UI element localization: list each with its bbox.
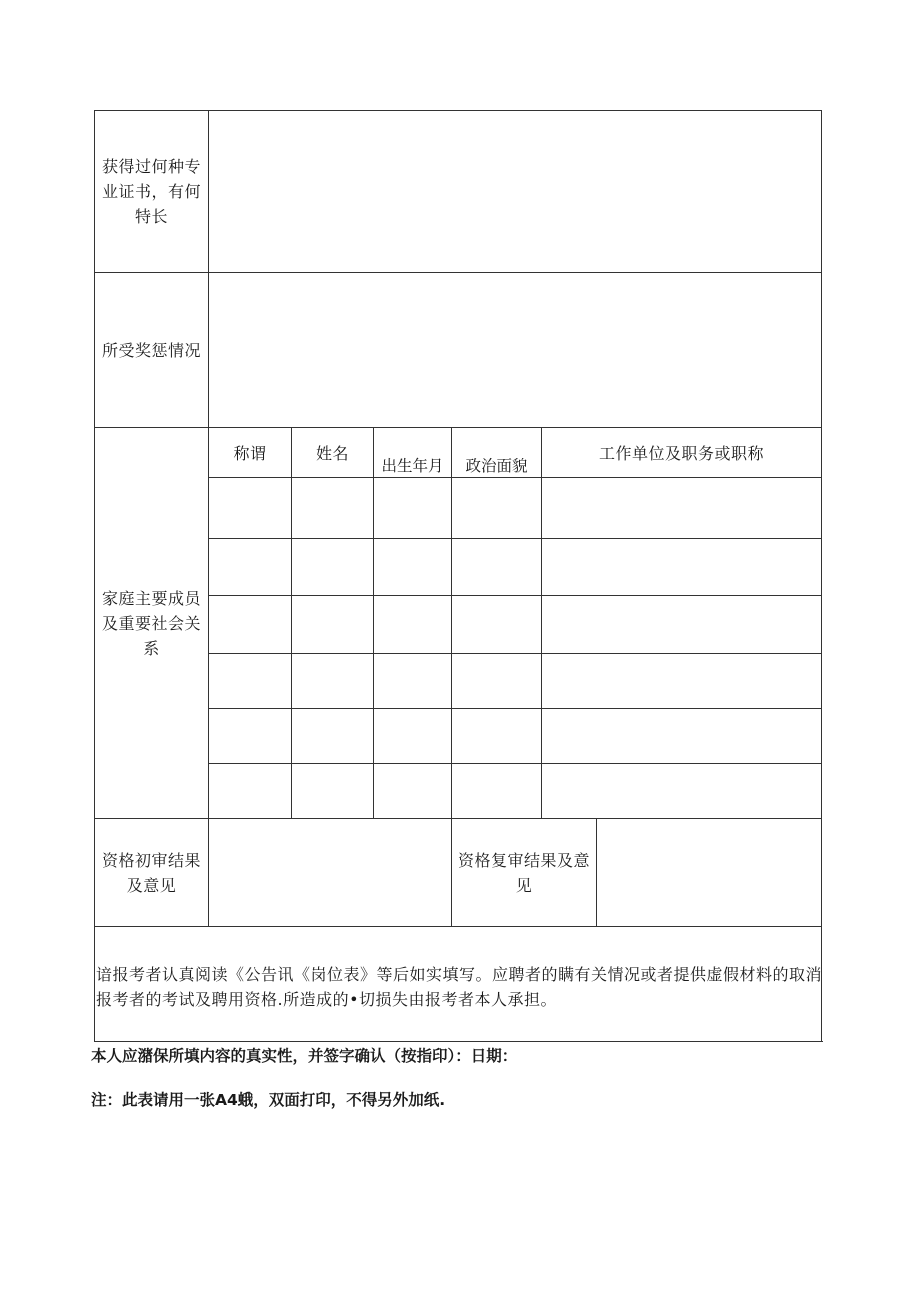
family-header-workplace: 工作单位及职务或职称	[598, 443, 764, 463]
certificates-input[interactable]	[209, 111, 821, 272]
col-rule-right	[821, 110, 822, 1042]
family-header-political: 政治面貌	[465, 456, 528, 475]
family-header-relation: 称谓	[233, 443, 267, 463]
family-row-6[interactable]	[209, 764, 821, 818]
awards-input[interactable]	[209, 273, 821, 427]
family-row-4[interactable]	[209, 654, 821, 708]
awards-label: 所受奖惩情况	[101, 340, 201, 360]
family-label: 家庭主要成员及重要社会关系	[101, 588, 201, 658]
pledge-line: 本人应潴保所填内容的真实性，并签字确认（按指印）：日期：	[91, 1047, 518, 1065]
family-row-5[interactable]	[209, 709, 821, 763]
row-rule-bottom	[94, 1041, 823, 1042]
initial-review-label: 资格初审结果及意见	[101, 850, 201, 895]
family-row-1[interactable]	[209, 478, 821, 538]
family-header-birth: 出生年月	[381, 456, 444, 475]
family-row-2[interactable]	[209, 539, 821, 595]
row-rule-review-bottom	[94, 926, 822, 927]
family-header-name: 姓名	[315, 443, 349, 463]
notice-text: 谙报考者认真阅读《公告讯《岗位表》等后如实填写。应聘者的瞒有关情况或者提供虚假材料的取消报考者的考试及聘用资格.所造成的•切损失由报考者本人承担。	[96, 965, 823, 1009]
second-review-input[interactable]	[597, 819, 821, 926]
certificates-label: 获得过何种专业证书，有何特长	[101, 157, 201, 226]
initial-review-input[interactable]	[209, 819, 451, 926]
print-note: 注：此表请用一张A4蛾，双面打印，不得另外加纸.	[91, 1091, 446, 1109]
family-row-3[interactable]	[209, 596, 821, 653]
second-review-label: 资格复审结果及意见	[458, 850, 591, 895]
